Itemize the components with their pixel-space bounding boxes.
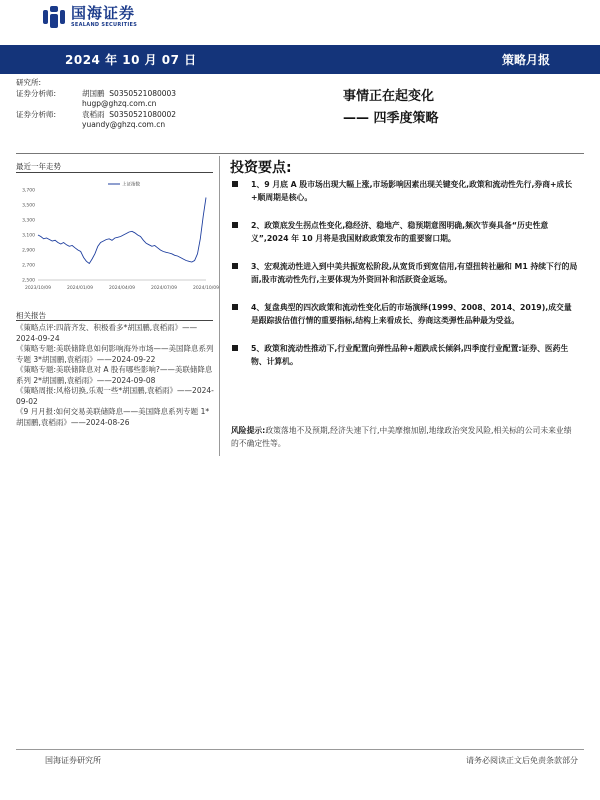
logo-name-cn: 国海证券	[71, 4, 136, 22]
related-report-link[interactable]: 《9 月月报:如何交易美联储降息——美国降息系列专题 1*胡国鹏,袁稻雨》——2024-08-26	[16, 407, 210, 427]
footer-institute: 国海证券研究所	[45, 756, 101, 765]
key-points-list	[231, 178, 579, 383]
analyst-email[interactable]: hugp@ghzq.com.cn	[82, 99, 157, 108]
square-bullet-icon	[232, 345, 238, 351]
square-bullet-icon	[232, 304, 238, 310]
key-points-title: 投资要点:	[230, 160, 292, 176]
related-report-link[interactable]: 《策略专题:美联储降息对 A 股有哪些影响?——美联储降息系列 2*胡国鹏,袁稻雨》——2024-09-08	[16, 365, 213, 385]
chart-title: 最近一年走势	[16, 162, 61, 171]
column-divider	[219, 156, 220, 456]
risk-warning	[231, 424, 579, 450]
square-bullet-icon	[232, 263, 238, 269]
related-reports-list	[16, 323, 216, 428]
analyst-block	[16, 78, 216, 131]
key-point-text: 4、复盘典型的四次政策和流动性变化后的市场演绎(1999、2008、2014、2019),成交量是跟踪拔估值行情的重要指标,结构上来看成长、券商这类弹性品种最为受益。	[251, 303, 572, 325]
square-bullet-icon	[232, 222, 238, 228]
footer-disclaimer[interactable]: 请务必阅读正文后免责条款部分	[466, 756, 578, 765]
key-point	[231, 342, 579, 368]
analyst-row	[16, 89, 216, 100]
analyst-cert: S0350521080003	[109, 88, 177, 98]
key-point-text: 3、宏观流动性进入到中美共振宽松阶段,从宽货币到宽信用,有望扭转社融和 M1 持续下行的局面,股市流动性先行,主要体现为外资回补和活跃资金返场。	[251, 262, 578, 284]
analyst-role: 证券分析师:	[16, 109, 57, 119]
chart-title-divider	[16, 172, 213, 173]
analyst-email[interactable]: yuandy@ghzq.com.cn	[82, 120, 166, 129]
y-tick-label: 3,100	[22, 233, 35, 239]
key-point	[231, 178, 579, 204]
risk-label: 风险提示:	[231, 426, 266, 435]
report-title: 事情正在起变化	[343, 89, 435, 104]
y-tick-label: 3,300	[22, 218, 35, 224]
series-line-sse-index	[38, 198, 206, 264]
header-bar	[0, 45, 600, 74]
report-subtitle: —— 四季度策略	[343, 111, 439, 126]
key-point	[231, 219, 579, 245]
related-reports-divider	[16, 320, 213, 321]
analyst-name: 袁稻雨	[82, 109, 105, 119]
square-bullet-icon	[232, 181, 238, 187]
key-point-text: 1、9 月底 A 股市场出现大幅上涨,市场影响因素出现关键变化,政策和流动性先行,券商+成长+顺周期是核心。	[251, 180, 573, 202]
footer-divider	[16, 749, 584, 750]
analyst-cert: S0350521080002	[109, 109, 177, 119]
key-point	[231, 301, 579, 327]
logo-mark-icon	[43, 6, 65, 28]
key-point	[231, 260, 579, 286]
report-type: 策略月报	[501, 53, 550, 67]
legend-label: 上证指数	[122, 182, 140, 188]
x-tick-label: 2024/04/09	[109, 286, 135, 291]
related-reports-title: 相关报告	[16, 311, 46, 320]
brand-logo	[43, 4, 163, 30]
related-report-link[interactable]: 《策略周报:风格切换,乐观一些*胡国鹏,袁稻雨》——2024-09-02	[16, 386, 214, 406]
header-divider	[16, 153, 584, 154]
related-report-link[interactable]: 《策略专题:美联储降息如何影响海外市场——美国降息系列专题 3*胡国鹏,袁稻雨》——2024-09-22	[16, 344, 214, 364]
logo-name-en: SEALAND SECURITIES	[71, 22, 138, 28]
analyst-role: 证券分析师:	[16, 88, 57, 98]
y-tick-label: 3,500	[22, 203, 35, 209]
y-tick-label: 2,700	[22, 263, 35, 269]
key-point-text: 5、政策和流动性推动下,行业配置向弹性品种+超跌成长倾斜,四季度行业配置:证券、医药生物、计算机。	[251, 344, 569, 366]
research-institute-label: 研究所:	[16, 78, 42, 87]
y-tick-label: 3,700	[22, 188, 35, 194]
report-date: 2024 年 10 月 07 日	[65, 53, 197, 67]
x-tick-label: 2023/10/09	[25, 286, 51, 291]
index-trend-chart	[16, 176, 219, 298]
y-tick-label: 2,500	[22, 278, 35, 284]
key-point-text: 2、政策底发生拐点性变化,稳经济、稳地产、稳预期意图明确,频次节奏具备“历史性意义”,2024 年 10 月将是我国财政政策发布的重要窗口期。	[251, 221, 549, 243]
y-tick-label: 2,900	[22, 248, 35, 254]
x-tick-label: 2024/01/09	[67, 286, 93, 291]
x-tick-label: 2024/07/09	[151, 286, 177, 291]
x-tick-label: 2024/10/09	[193, 286, 219, 291]
analyst-name: 胡国鹏	[82, 88, 105, 98]
analyst-row	[16, 110, 216, 121]
related-report-link[interactable]: 《策略点评:四箭齐发、积极看多*胡国鹏,袁稻雨》——2024-09-24	[16, 323, 198, 343]
risk-text: 政策落地不及预期,经济失速下行,中美摩擦加剧,地缘政治突发风险,相关标的公司未来业绩的不确定性等。	[231, 426, 572, 448]
